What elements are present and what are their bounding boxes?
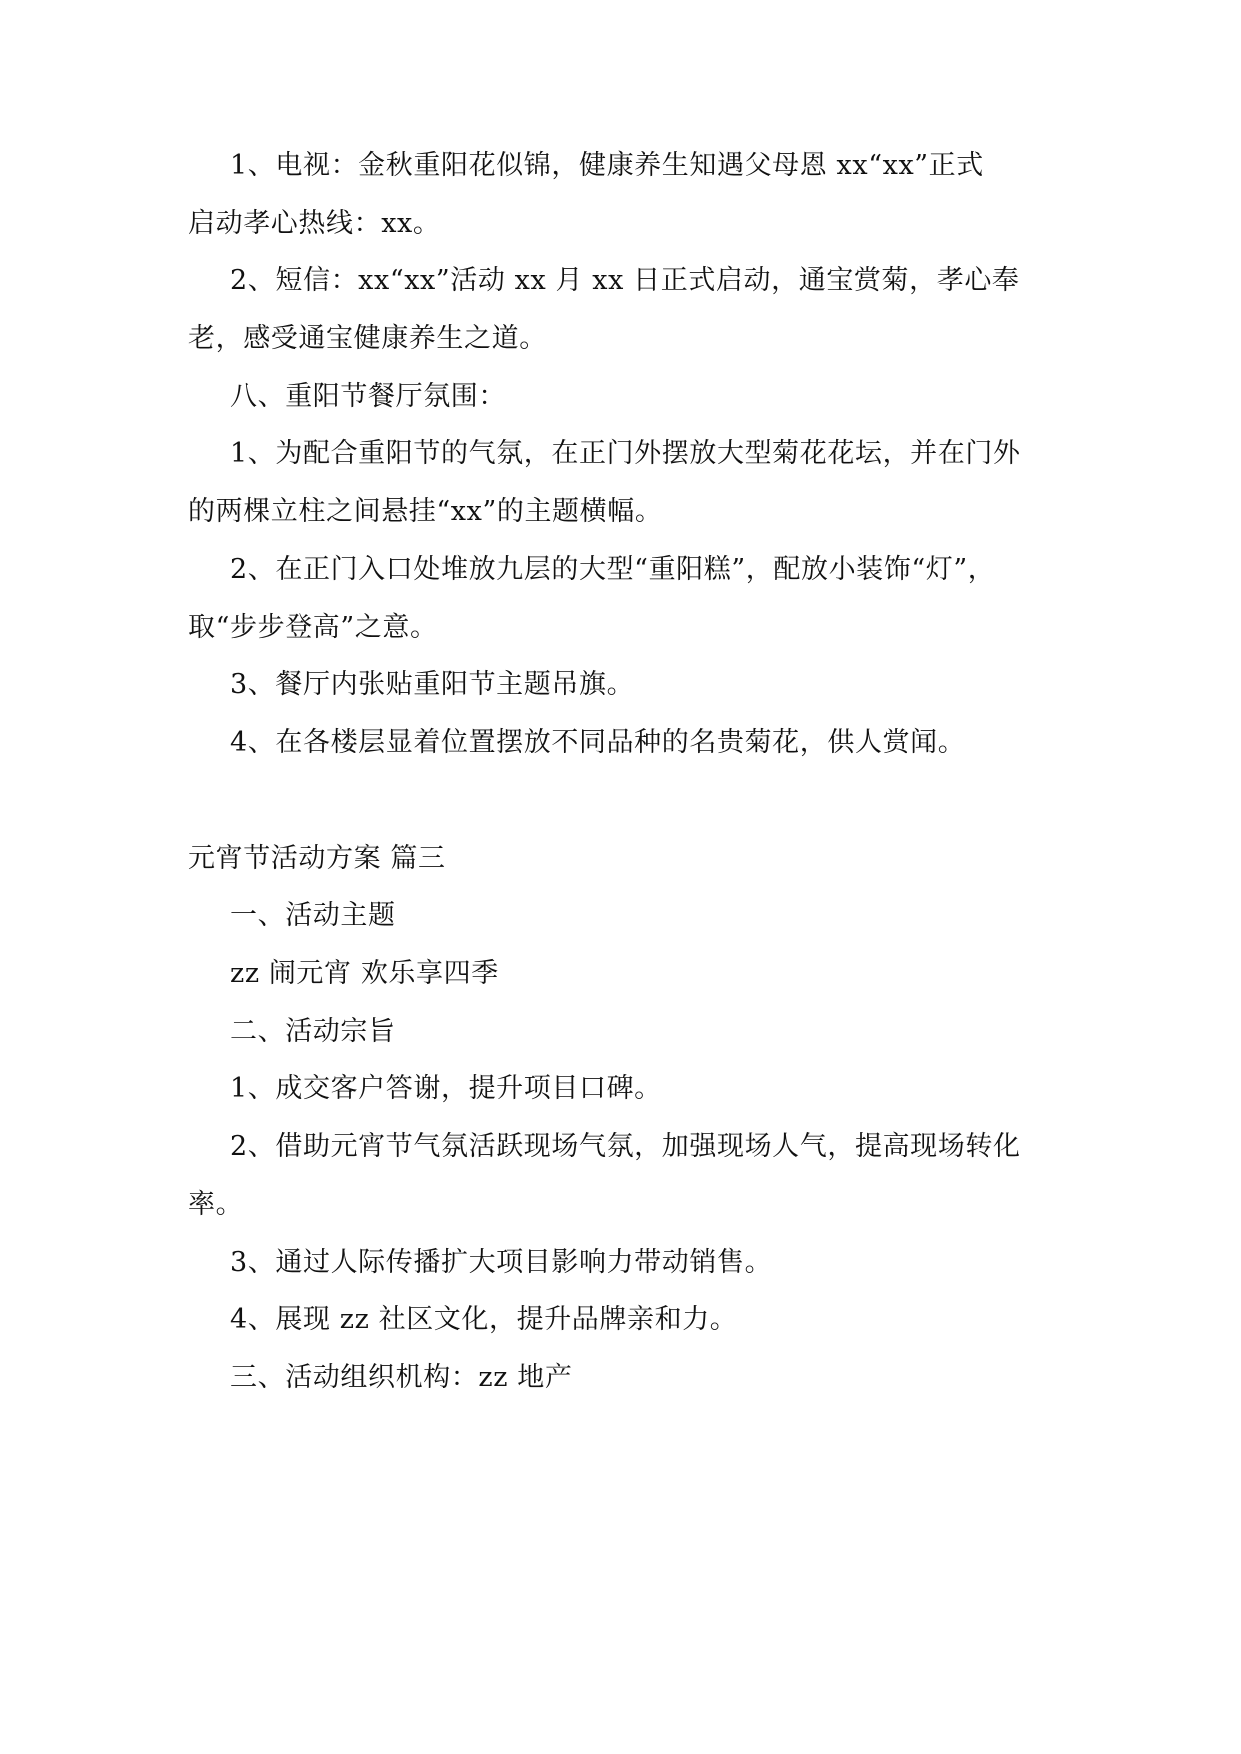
purpose-item-2-line-1: 2、借助元宵节气氛活跃现场气氛，加强现场人气，提高现场转化 xyxy=(230,1131,1021,1162)
purpose-item-2-line-2: 率。 xyxy=(188,1189,244,1220)
paragraph-tv-line-1: 1、电视：金秋重阳花似锦，健康养生知遇父母恩 xx“xx”正式 xyxy=(230,150,984,181)
paragraph-item-2-line-1: 2、在正门入口处堆放九层的大型“重阳糕”，配放小装饰“灯”， xyxy=(230,554,996,585)
heading-activity-purpose: 二、活动宗旨 xyxy=(230,1016,396,1047)
section-heading-restaurant-atmosphere: 八、重阳节餐厅氛围： xyxy=(230,381,506,412)
paragraph-sms-line-2: 老，感受通宝健康养生之道。 xyxy=(188,323,547,354)
paragraph-item-3: 3、餐厅内张贴重阳节主题吊旗。 xyxy=(230,669,635,700)
paragraph-item-1-line-2: 的两棵立柱之间悬挂“xx”的主题横幅。 xyxy=(188,496,663,527)
purpose-item-3: 3、通过人际传播扩大项目影响力带动销售。 xyxy=(230,1247,773,1278)
section-title-lantern-festival: 元宵节活动方案 篇三 xyxy=(188,843,446,874)
paragraph-sms-line-1: 2、短信：xx“xx”活动 xx 月 xx 日正式启动，通宝赏菊，孝心奉 xyxy=(230,265,1020,296)
heading-activity-theme: 一、活动主题 xyxy=(230,900,396,931)
purpose-item-1: 1、成交客户答谢，提升项目口碑。 xyxy=(230,1073,662,1104)
paragraph-tv-line-2: 启动孝心热线：xx。 xyxy=(188,208,441,239)
heading-organizer: 三、活动组织机构：zz 地产 xyxy=(230,1362,573,1393)
activity-theme-text: zz 闹元宵 欢乐享四季 xyxy=(230,958,499,989)
purpose-item-4: 4、展现 zz 社区文化，提升品牌亲和力。 xyxy=(230,1304,738,1335)
paragraph-item-1-line-1: 1、为配合重阳节的气氛，在正门外摆放大型菊花花坛，并在门外 xyxy=(230,438,1021,469)
paragraph-item-2-line-2: 取“步步登高”之意。 xyxy=(188,612,438,643)
paragraph-item-4: 4、在各楼层显着位置摆放不同品种的名贵菊花，供人赏闻。 xyxy=(230,727,966,758)
